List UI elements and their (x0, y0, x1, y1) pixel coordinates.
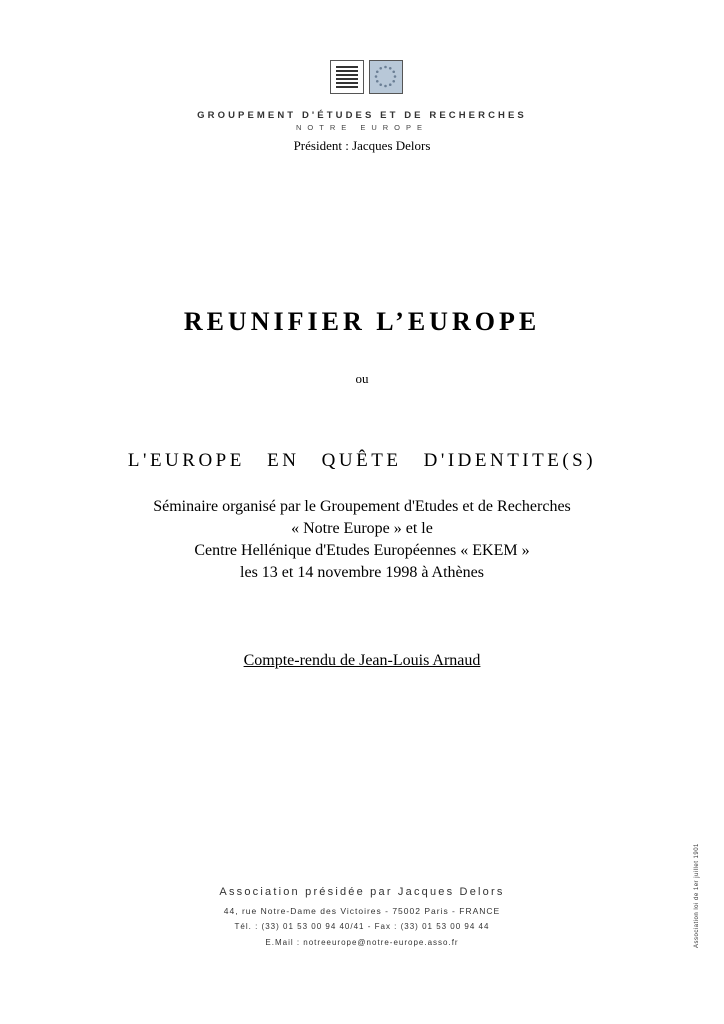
seminar-line: les 13 et 14 novembre 1998 à Athènes (240, 564, 484, 581)
document-icon (330, 60, 364, 94)
legal-side-note: Association loi de 1er juillet 1901 (694, 843, 700, 948)
document-title: REUNIFIER L’EUROPE (183, 307, 541, 336)
footer-phone-fax: Tél. : (33) 01 53 00 94 40/41 - Fax : (33) 01 53 00 94 44 (234, 922, 490, 931)
seminar-description (0, 496, 724, 584)
seminar-line: « Notre Europe » et le (291, 520, 433, 537)
logo (330, 60, 404, 94)
president-line: Président : Jacques Delors (293, 138, 431, 153)
report-author (0, 652, 724, 670)
footer-address: 44, rue Notre-Dame des Victoires - 75002 Paris - FRANCE (223, 906, 501, 916)
organization-name: GROUPEMENT D'ÉTUDES ET DE RECHERCHES (197, 110, 527, 121)
organization-subname: NOTRE EUROPE (295, 123, 428, 132)
footer-association: Association présidée par Jacques Delors (219, 886, 505, 898)
seminar-line: Centre Hellénique d'Etudes Européennes « EKEM » (194, 542, 530, 559)
footer-email: E.Mail : notreeurope@notre-europe.asso.fr (265, 938, 459, 947)
document-subtitle: L'EUROPE EN QUÊTE D'IDENTITE(S) (127, 450, 597, 471)
report-author-text: Compte-rendu de Jean-Louis Arnaud (243, 652, 481, 669)
eu-flag-icon (369, 60, 403, 94)
title-connector: ou (355, 371, 369, 386)
seminar-line: Séminaire organisé par le Groupement d'Etudes et de Recherches (153, 498, 571, 515)
